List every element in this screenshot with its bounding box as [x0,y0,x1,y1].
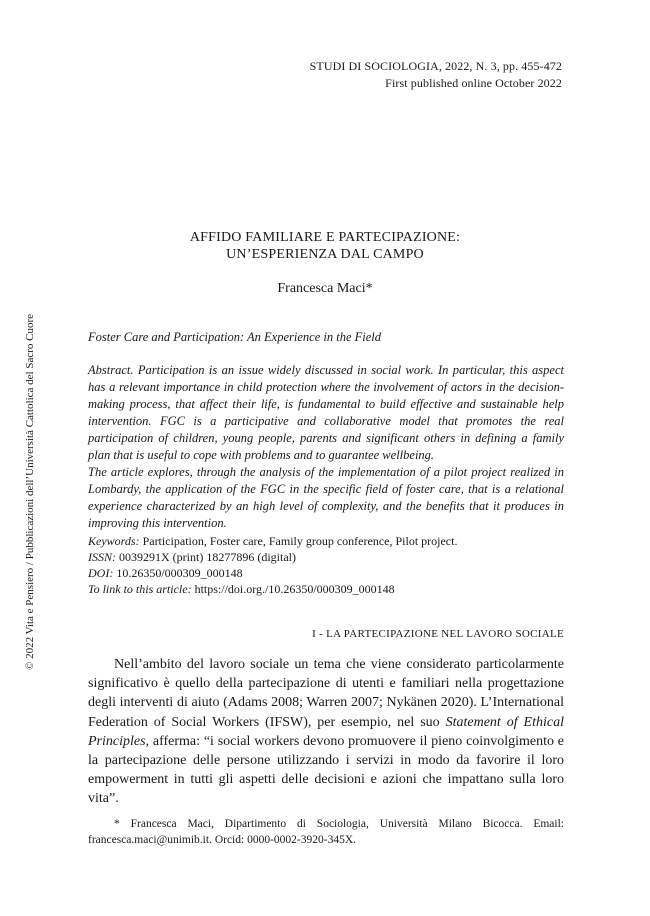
doi-line [88,565,457,581]
article-link-line [88,581,457,597]
article-metadata [88,533,457,597]
abstract [88,362,564,532]
keywords-line [88,533,457,549]
issn-label: ISSN: [88,550,116,564]
keywords-value: Participation, Foster care, Family group conference, Pilot project. [139,534,458,548]
author-name: Francesca Maci* [277,281,373,296]
copyright-text: © 2022 Vita e Pensiero / Pubblicazioni dell’Università Cattolica del Sacro Cuore [24,313,36,671]
body-text-italic: Statement of Ethical Principles [88,714,564,749]
body-text [88,655,564,809]
english-title: Foster Care and Participation: An Experience in the Field [88,330,381,344]
article-link-url[interactable]: https://doi.org./10.26350/000309_000148 [191,582,395,596]
doi-label: DOI: [88,566,114,580]
abstract-paragraph-1: Abstract. Participation is an issue widely discussed in social work. In particular, this aspect has a relevant importance in child protection where the involvement of actors in the decision-making process, that affect their life, is fundamental to build effective and sustainable help intervention. FGC is a participative and collaborative model that promotes the real participation of children, young people, parents and significant others in defining a family plan that is useful to cope with problems and to guarantee wellbeing. [88,363,564,462]
article-link-label: To link to this article: [88,582,192,596]
article-title-line-2: UN’ESPERIENZA DAL CAMPO [226,247,424,262]
footnote-text: * Francesca Maci, Dipartimento di Sociologia, Università Milano Bicocca. Email: francesca.maci@unimib.it. Orcid: 0000-0002-3920-345X. [88,818,564,846]
article-title [0,229,650,263]
journal-citation: STUDI DI SOCIOLOGIA, 2022, N. 3, pp. 455-472 [309,59,562,73]
published-date: First published online October 2022 [385,76,562,90]
issn-value: 0039291X (print) 18277896 (digital) [116,550,296,564]
footnote [88,817,564,848]
issn-line [88,549,457,565]
doi-value: 10.26350/000309_000148 [113,566,243,580]
article-title-line-1: AFFIDO FAMILIARE E PARTECIPAZIONE: [189,230,461,245]
abstract-paragraph-2: The article explores, through the analysis of the implementation of a pilot project realized in Lombardy, the application of the FGC in the specific field of foster care, that is a relational experience characterized by an high level of complexity, and the benefits that it produces in improving this intervention. [88,465,564,530]
journal-header [310,58,562,92]
body-text-part-2: , afferma: “i social workers devono promuovere il pieno coinvolgimento e la partecipazione delle persone utilizzando i servizi in modo da favorire il loro empowerment in tutti gli aspetti delle decisioni e azioni che impattano sulla loro vita”. [88,733,564,807]
keywords-label: Keywords: [88,534,140,548]
section-heading: I - LA PARTECIPAZIONE NEL LAVORO SOCIALE [312,628,564,640]
body-text-part-1: Nell’ambito del lavoro sociale un tema che viene considerato particolarmente significativo è quello della partecipazione di utenti e familiari nella progettazione degli interventi di aiuto (Adams 2008; Warren 2007; Nykänen 2020). L’International Federation of Social Workers (IFSW), per esempio, nel suo [88,657,564,730]
body-paragraph [88,655,564,809]
